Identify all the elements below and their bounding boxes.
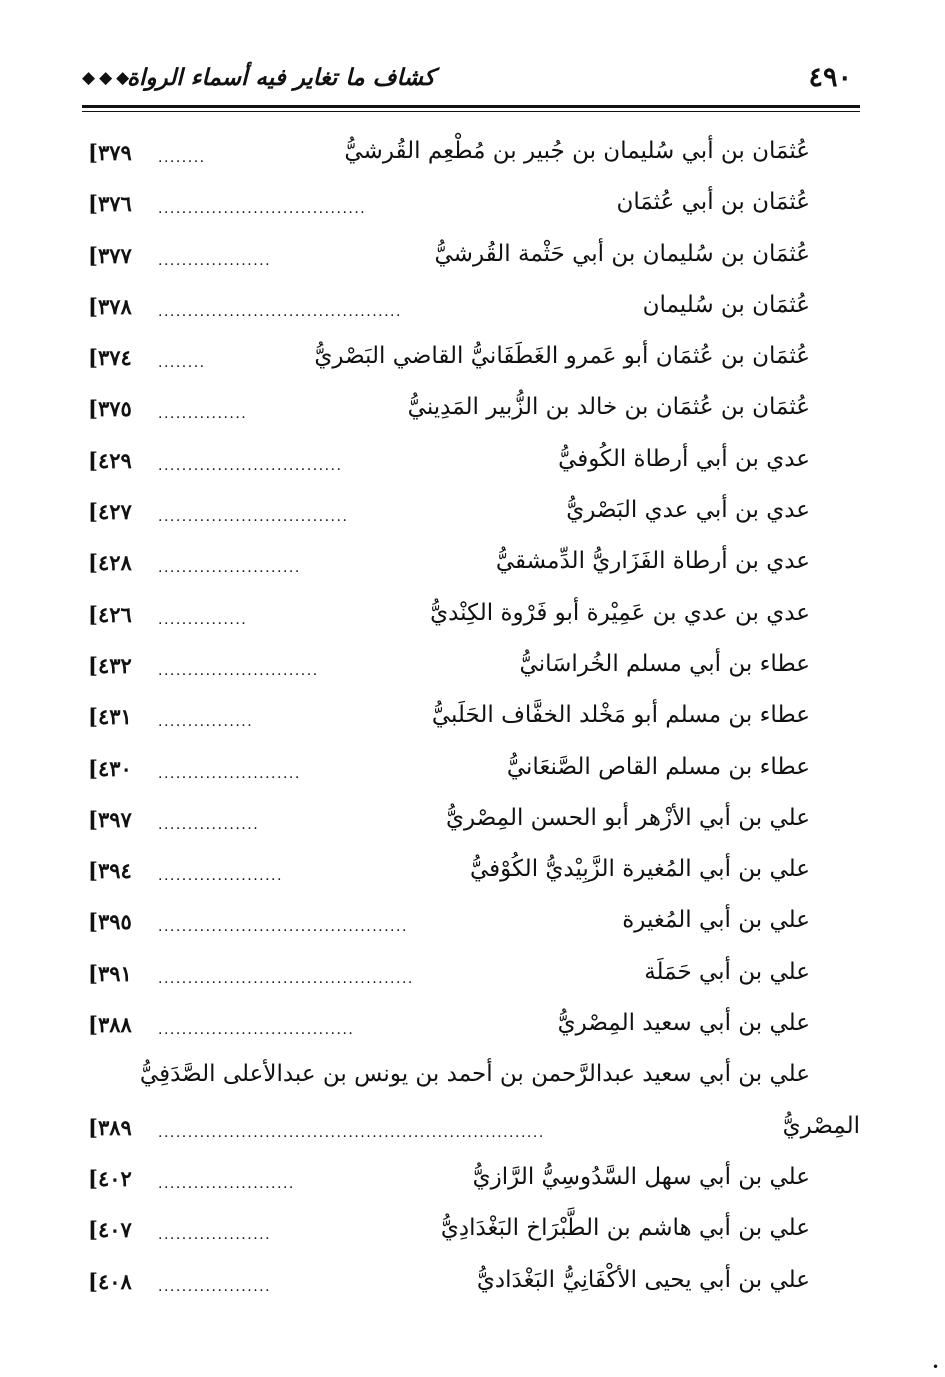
dot-leader: ........ [158,355,206,372]
index-entry [88,746,860,797]
header-rule-thin [82,111,860,112]
index-entry [88,130,860,181]
dot-leader: ............... [158,611,248,628]
index-entry [88,540,860,591]
entry-reference: [٤٠٨ [88,1268,132,1294]
index-entry [88,386,860,437]
header-rule-thick [82,105,860,108]
index-entry [88,951,860,1002]
dot-leader: ....................... [158,1175,295,1192]
narrator-name: علي بن أبي سعيد المِصْريُّ [557,1010,810,1037]
index-entry [88,438,860,489]
narrator-name: علي بن أبي المُغيرة [622,907,810,934]
dot-leader: ................... [158,1227,272,1244]
narrator-name: عدي بن أرطاة الفَزَاريُّ الدِّمشقيُّ [495,548,810,575]
running-title: كشاف ما تغاير فيه أسماء الرواة [127,64,435,91]
entry-reference: [٤٣١ [88,704,132,730]
index-entry [88,1053,860,1104]
dot-leader: ........................ [158,765,301,782]
index-entries [88,130,860,1310]
dot-leader: ................................. [158,1022,355,1039]
dot-leader: ................ [158,714,254,731]
index-entry-continuation [88,1105,860,1156]
narrator-name: المِصْريُّ [782,1112,860,1139]
index-entry [88,848,860,899]
index-entry [88,592,860,643]
entry-reference: [٤٢٩ [88,447,132,473]
dot-leader: ............... [158,406,248,423]
index-entry [88,694,860,745]
index-entry [88,489,860,540]
entry-reference: [٣٧٥ [88,396,132,422]
dot-leader: ................. [158,816,260,833]
dot-leader: .......................................... [158,919,408,936]
narrator-name: عطاء بن مسلم أبو مَخْلد الخفَّاف الحَلَبيُّ [431,702,810,729]
index-entry [88,643,860,694]
dot-leader: ................... [158,252,272,269]
narrator-name: عُثمَان بن أبي سُليمان بن جُبير بن مُطْعِم القُرشيُّ [344,138,810,164]
narrator-name: عُثمَان بن أبي عُثمَان [616,189,810,216]
narrator-name: علي بن أبي المُغيرة الزَّبِيْديُّ الكُوْفيُّ [469,856,810,883]
narrator-name: عدي بن عدي بن عَمِيْرة أبو فَرْوة الكِنْديُّ [430,599,810,626]
entry-reference: [٤٠٧ [88,1217,132,1243]
entry-reference: [٣٧٩ [88,140,132,165]
entry-reference: [٣٩١ [88,960,132,986]
entry-reference: [٤٠٢ [88,1165,132,1191]
dot-leader: ................................................................. [158,1124,545,1141]
entry-reference: [٣٨٩ [88,1114,132,1140]
narrator-name: عدي بن أبي أرطاة الكُوفيُّ [558,445,810,472]
index-entry [88,1207,860,1258]
narrator-name: عُثمَان بن سُليمان [642,291,810,318]
narrator-name: عطاء بن أبي مسلم الخُراسَانيُّ [519,650,810,677]
narrator-name: علي بن أبي حَمَلَة [644,958,810,985]
index-entry [88,1002,860,1053]
narrator-name: علي بن أبي الأزْهر أبو الحسن المِصْريُّ [446,804,810,831]
narrator-name: عدي بن أبي عدي البَصْريُّ [566,497,810,524]
entry-reference: [٤٢٦ [88,601,132,627]
narrator-name: علي بن أبي هاشم بن الطَّبْرَاخ البَغْدَادِيُّ [440,1215,810,1242]
corner-mark: • [932,1360,940,1374]
entry-reference: [٣٩٥ [88,909,132,935]
entry-reference: [٣٨٨ [88,1012,132,1038]
dot-leader: ..................... [158,868,283,885]
page-header [82,62,860,102]
narrator-name: علي بن أبي سهل السَّدُوسِيُّ الرَّازيُّ [472,1163,810,1190]
dot-leader: ......................................... [158,303,402,320]
index-entry [88,899,860,950]
index-entry [88,797,860,848]
dot-leader: ........................................... [158,970,414,987]
entry-reference: [٤٢٨ [88,550,132,576]
entry-reference: [٤٢٧ [88,499,132,525]
narrator-name: عطاء بن مسلم القاص الصَّنعَانيُّ [506,753,810,780]
narrator-name: عُثمَان بن عُثمَان أبو عَمرو الغَطَفَانيُّ القاضي البَصْريُّ [314,343,810,370]
index-entry [88,1259,860,1310]
entry-reference: [٣٧٧ [88,242,132,268]
narrator-name: علي بن أبي سعيد عبدالرَّحمن بن أحمد بن يونس بن عبدالأعلى الصَّدَفِيُّ [139,1061,810,1088]
entry-reference: [٤٣٠ [88,755,132,781]
dot-leader: ........................ [158,560,301,577]
dot-leader: ........ [158,150,206,166]
index-entry [88,181,860,232]
dot-leader: ................... [158,1278,272,1295]
entry-reference: [٣٧٤ [88,345,132,371]
entry-reference: [٣٧٦ [88,191,132,217]
narrator-name: عُثمَان بن سُليمان بن أبي حَثْمة القُرشيُّ [434,240,810,267]
dot-leader: ................................ [158,509,349,526]
index-entry [88,335,860,386]
dot-leader: ........................... [158,662,319,679]
entry-reference: [٣٩٧ [88,806,132,832]
diamond-ornaments-icon: ◆◆◆ [82,68,134,88]
entry-reference: [٤٣٢ [88,652,132,678]
dot-leader: ................................... [158,201,367,218]
entry-reference: [٣٩٤ [88,858,132,884]
page-number: ٤٩٠ [808,62,852,93]
narrator-name: عُثمَان بن عُثمَان بن خالد بن الزُّبير المَدِينيُّ [407,394,810,421]
index-entry [88,284,860,335]
narrator-name: علي بن أبي يحيى الأكْفَانِيُّ البَغْدَاديُّ [476,1266,810,1293]
entry-reference: [٣٧٨ [88,293,132,319]
dot-leader: ............................... [158,457,343,474]
index-entry [88,1156,860,1207]
index-entry [88,233,860,284]
